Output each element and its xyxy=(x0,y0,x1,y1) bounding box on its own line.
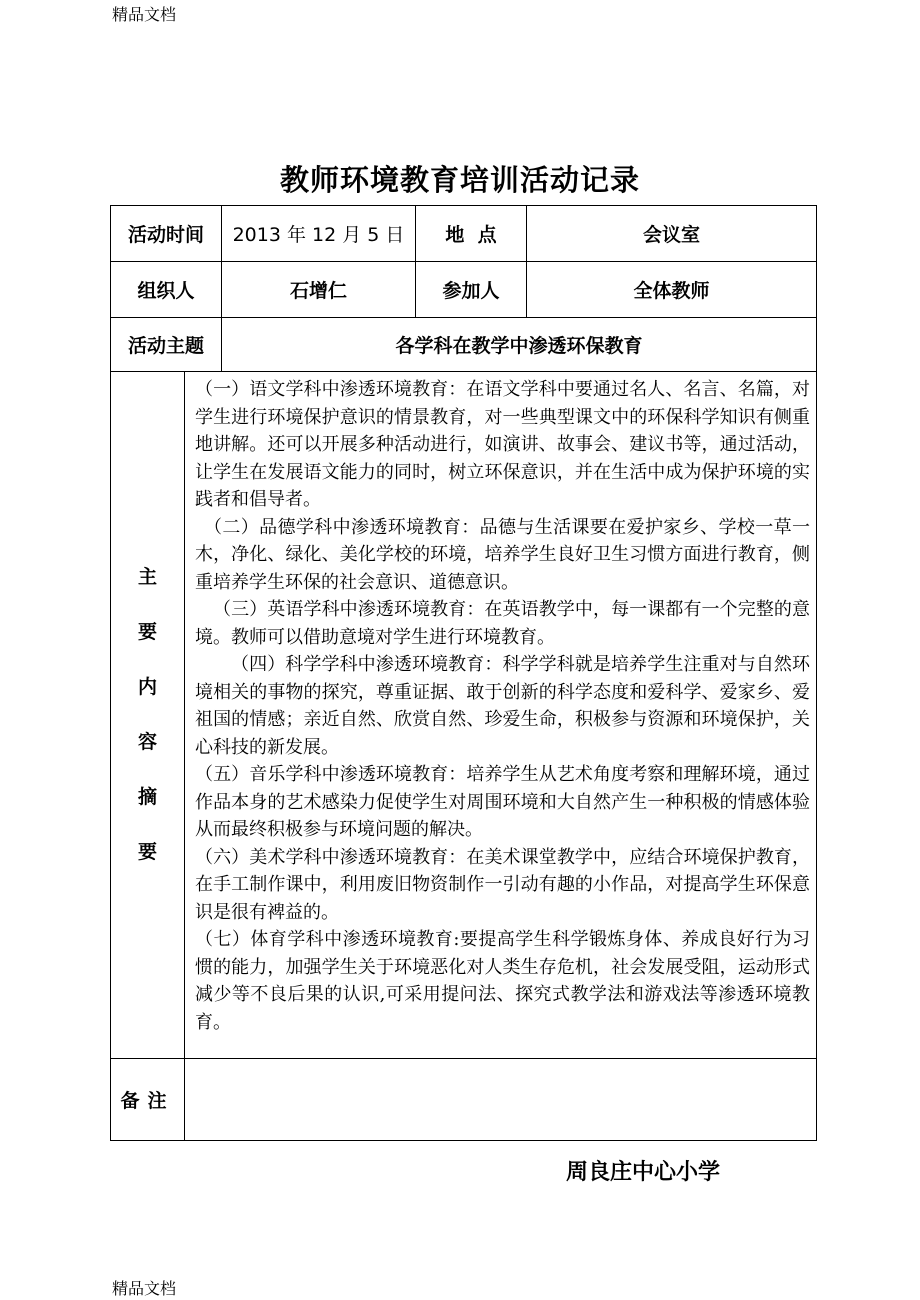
summary-label-char: 内 xyxy=(137,676,157,698)
summary-label xyxy=(111,372,185,1059)
row-remark xyxy=(111,1059,817,1141)
participants-value: 全体教师 xyxy=(527,262,817,318)
theme-value: 各学科在教学中渗透环保教育 xyxy=(222,318,817,372)
summary-content xyxy=(185,372,817,1059)
header-watermark-text: 精品文档 xyxy=(112,5,177,24)
summary-paragraph: （四）科学学科中渗透环境教育：科学学科就是培养学生注重对与自然环境相关的事物的探究，尊重证据、敢于创新的科学态度和爱科学、爱家乡、爱祖国的情感；亲近自然、欣赏自然、珍爱生命，积极参与资源和环境保护，关心科技的新发展。 xyxy=(195,654,811,758)
row-organizer-participants xyxy=(111,262,817,318)
organizer-value: 石增仁 xyxy=(222,262,416,318)
summary-paragraph: （五）音乐学科中渗透环境教育：培养学生从艺术角度考察和理解环境，通过作品本身的艺术感染力促使学生对周围环境和大自然产生一种积极的情感体验从而最终积极参与环境问题的解决。 xyxy=(195,764,811,840)
organizer-label: 组织人 xyxy=(111,262,222,318)
summary-paragraph: （一）语文学科中渗透环境教育：在语文学科中要通过名人、名言、名篇，对学生进行环境保护意识的情景教育，对一些典型课文中的环保科学知识有侧重地讲解。还可以开展多种活动进行，如演讲、故事会、建议书等，通过活动，让学生在发展语文能力的同时，树立环保意识，并在生活中成为保护环境的实践者和倡导者。 xyxy=(195,379,811,510)
place-label: 地 点 xyxy=(416,206,527,262)
summary-paragraph: （三）英语学科中渗透环境教育：在英语教学中，每一课都有一个完整的意境。教师可以借助意境对学生进行环境教育。 xyxy=(195,599,811,648)
summary-paragraph: （六）美术学科中渗透环境教育：在美术课堂教学中，应结合环境保护教育，在手工制作课中，利用废旧物资制作一引动有趣的小作品，对提高学生环保意识是很有裨益的。 xyxy=(195,846,811,923)
remark-label: 备注 xyxy=(111,1059,185,1141)
summary-label-char: 容 xyxy=(137,731,157,753)
row-time-place xyxy=(111,206,817,262)
summary-paragraph: （二）品德学科中渗透环境教育：品德与生活课要在爱护家乡、学校一草一木，净化、绿化、美化学校的环境，培养学生良好卫生习惯方面进行教育，侧重培养学生环保的社会意识、道德意识。 xyxy=(195,516,811,593)
summary-paragraph: （七）体育学科中渗透环境教育:要提高学生科学锻炼身体、养成良好行为习惯的能力，加强学生关于环境恶化对人类生存危机，社会发展受阻，运动形式减少等不良后果的认识,可采用提问法、探究式教学法和游戏法等渗透环境教育。 xyxy=(195,929,811,1033)
activity-time-value: 2013 年 12 月 5 日 xyxy=(222,206,416,262)
theme-label: 活动主题 xyxy=(111,318,222,372)
remark-value xyxy=(185,1059,817,1141)
participants-label: 参加人 xyxy=(416,262,527,318)
summary-label-char: 要 xyxy=(137,621,157,643)
document-title: 教师环境教育培训活动记录 xyxy=(279,163,640,197)
footer-watermark-text: 精品文档 xyxy=(112,1279,177,1298)
activity-time-label: 活动时间 xyxy=(111,206,222,262)
summary-label-char: 摘 xyxy=(137,786,157,808)
place-value: 会议室 xyxy=(527,206,817,262)
summary-label-char: 要 xyxy=(137,841,157,863)
row-summary xyxy=(111,372,817,1059)
school-name: 周良庄中心小学 xyxy=(566,1160,721,1185)
activity-record-table xyxy=(110,205,817,1141)
summary-label-char: 主 xyxy=(137,566,157,588)
row-theme xyxy=(111,318,817,372)
